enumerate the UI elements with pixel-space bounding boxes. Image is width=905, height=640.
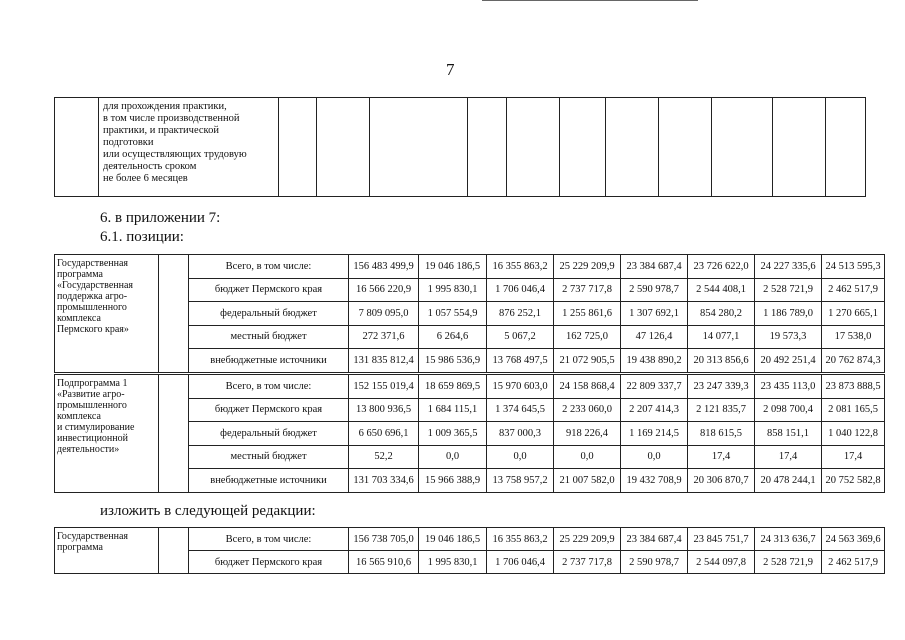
empty-cell	[159, 528, 189, 574]
amount-cell: 1 995 830,1	[419, 278, 487, 302]
amount-cell: 2 528 721,9	[755, 278, 822, 302]
amount-cell: 22 809 337,7	[621, 375, 688, 399]
amount-cell: 17,4	[688, 445, 755, 469]
amount-cell: 876 252,1	[487, 302, 554, 326]
amount-cell: 156 738 705,0	[349, 528, 419, 551]
amount-cell: 19 438 890,2	[621, 349, 688, 373]
amount-cell: 19 046 186,5	[419, 255, 487, 279]
amount-cell: 5 067,2	[487, 325, 554, 349]
amount-cell: 1 186 789,0	[755, 302, 822, 326]
cell	[55, 98, 99, 197]
table-row	[55, 255, 885, 279]
cell	[772, 98, 825, 197]
amount-cell: 0,0	[487, 445, 554, 469]
funding-source-label: Всего, в том числе:	[189, 255, 349, 279]
amount-cell: 1 307 692,1	[621, 302, 688, 326]
program-table	[54, 254, 885, 373]
amount-cell: 2 544 408,1	[688, 278, 755, 302]
amount-cell: 23 873 888,5	[822, 375, 885, 399]
program-name: Государственная программа	[55, 528, 159, 574]
program-name: Государственная программа «Государственная поддержка агро- промышленного комплекса Пермского края»	[55, 255, 159, 373]
amount-cell: 20 752 582,8	[822, 469, 885, 493]
amount-cell: 131 835 812,4	[349, 349, 419, 373]
amount-cell: 13 768 497,5	[487, 349, 554, 373]
cell	[559, 98, 605, 197]
amount-cell: 25 229 209,9	[554, 528, 621, 551]
amount-cell: 20 492 251,4	[755, 349, 822, 373]
cell	[825, 98, 865, 197]
amount-cell: 2 081 165,5	[822, 398, 885, 422]
amount-cell: 0,0	[621, 445, 688, 469]
amount-cell: 2 121 835,7	[688, 398, 755, 422]
amount-cell: 21 007 582,0	[554, 469, 621, 493]
cell	[711, 98, 772, 197]
amount-cell: 2 207 414,3	[621, 398, 688, 422]
funding-source-label: федеральный бюджет	[189, 302, 349, 326]
amount-cell: 858 151,1	[755, 422, 822, 446]
amount-cell: 16 355 863,2	[487, 255, 554, 279]
amount-cell: 19 046 186,5	[419, 528, 487, 551]
cell	[605, 98, 658, 197]
funding-source-label: бюджет Пермского края	[189, 398, 349, 422]
amount-cell: 20 306 870,7	[688, 469, 755, 493]
amount-cell: 1 374 645,5	[487, 398, 554, 422]
amount-cell: 13 800 936,5	[349, 398, 419, 422]
previous-table-fragment	[54, 97, 866, 197]
cell	[317, 98, 370, 197]
empty-cell	[159, 255, 189, 373]
funding-source-label: бюджет Пермского края	[189, 278, 349, 302]
amount-cell: 854 280,2	[688, 302, 755, 326]
amount-cell: 14 077,1	[688, 325, 755, 349]
amount-cell: 18 659 869,5	[419, 375, 487, 399]
amount-cell: 918 226,4	[554, 422, 621, 446]
amount-cell: 1 995 830,1	[419, 551, 487, 574]
amount-cell: 17 538,0	[822, 325, 885, 349]
new-program-table	[54, 527, 885, 574]
section-6-1-heading: 6.1. позиции:	[100, 229, 184, 245]
funding-source-label: местный бюджет	[189, 325, 349, 349]
amount-cell: 2 462 517,9	[822, 278, 885, 302]
amount-cell: 23 384 687,4	[621, 528, 688, 551]
cell	[658, 98, 711, 197]
amount-cell: 15 966 388,9	[419, 469, 487, 493]
amount-cell: 47 126,4	[621, 325, 688, 349]
amount-cell: 837 000,3	[487, 422, 554, 446]
amount-cell: 16 355 863,2	[487, 528, 554, 551]
amount-cell: 1 255 861,6	[554, 302, 621, 326]
table-row	[55, 375, 885, 399]
funding-source-label: Всего, в том числе:	[189, 528, 349, 551]
amount-cell: 17,4	[822, 445, 885, 469]
amount-cell: 1 270 665,1	[822, 302, 885, 326]
amount-cell: 2 590 978,7	[621, 551, 688, 574]
amount-cell: 1 684 115,1	[419, 398, 487, 422]
replace-heading: изложить в следующей редакции:	[100, 503, 316, 519]
amount-cell: 272 371,6	[349, 325, 419, 349]
amount-cell: 23 845 751,7	[688, 528, 755, 551]
table-row	[55, 528, 885, 551]
amount-cell: 2 590 978,7	[621, 278, 688, 302]
amount-cell: 1 057 554,9	[419, 302, 487, 326]
amount-cell: 6 650 696,1	[349, 422, 419, 446]
amount-cell: 25 229 209,9	[554, 255, 621, 279]
amount-cell: 15 970 603,0	[487, 375, 554, 399]
amount-cell: 15 986 536,9	[419, 349, 487, 373]
amount-cell: 24 313 636,7	[755, 528, 822, 551]
amount-cell: 1 009 365,5	[419, 422, 487, 446]
amount-cell: 7 809 095,0	[349, 302, 419, 326]
amount-cell: 20 313 856,6	[688, 349, 755, 373]
program-name: Подпрограмма 1 «Развитие агро- промышленного комплекса и стимулирование инвестиционной деятельности»	[55, 375, 159, 493]
funding-source-label: местный бюджет	[189, 445, 349, 469]
amount-cell: 17,4	[755, 445, 822, 469]
amount-cell: 24 513 595,3	[822, 255, 885, 279]
amount-cell: 13 758 957,2	[487, 469, 554, 493]
amount-cell: 152 155 019,4	[349, 375, 419, 399]
top-rule	[482, 0, 698, 1]
amount-cell: 2 544 097,8	[688, 551, 755, 574]
amount-cell: 2 233 060,0	[554, 398, 621, 422]
funding-source-label: Всего, в том числе:	[189, 375, 349, 399]
amount-cell: 1 040 122,8	[822, 422, 885, 446]
amount-cell: 2 737 717,8	[554, 278, 621, 302]
funding-source-label: бюджет Пермского края	[189, 551, 349, 574]
amount-cell: 23 435 113,0	[755, 375, 822, 399]
funding-source-label: федеральный бюджет	[189, 422, 349, 446]
amount-cell: 2 098 700,4	[755, 398, 822, 422]
amount-cell: 23 247 339,3	[688, 375, 755, 399]
amount-cell: 162 725,0	[554, 325, 621, 349]
fragment-text: для прохождения практики, в том числе производственной практики, и практической подготовки или осуществляющих трудовую деятельность сроком не более 6 месяцев	[99, 98, 279, 197]
section-6-heading: 6. в приложении 7:	[100, 210, 221, 226]
amount-cell: 2 737 717,8	[554, 551, 621, 574]
cell	[468, 98, 506, 197]
amount-cell: 6 264,6	[419, 325, 487, 349]
cell	[279, 98, 317, 197]
cell	[370, 98, 468, 197]
amount-cell: 19 573,3	[755, 325, 822, 349]
amount-cell: 1 706 046,4	[487, 278, 554, 302]
amount-cell: 23 726 622,0	[688, 255, 755, 279]
amount-cell: 1 169 214,5	[621, 422, 688, 446]
amount-cell: 16 566 220,9	[349, 278, 419, 302]
amount-cell: 2 528 721,9	[755, 551, 822, 574]
amount-cell: 1 706 046,4	[487, 551, 554, 574]
empty-cell	[159, 375, 189, 493]
amount-cell: 24 227 335,6	[755, 255, 822, 279]
funding-source-label: внебюджетные источники	[189, 349, 349, 373]
subprogram-table	[54, 374, 885, 493]
amount-cell: 23 384 687,4	[621, 255, 688, 279]
amount-cell: 21 072 905,5	[554, 349, 621, 373]
amount-cell: 20 762 874,3	[822, 349, 885, 373]
amount-cell: 24 158 868,4	[554, 375, 621, 399]
funding-source-label: внебюджетные источники	[189, 469, 349, 493]
cell	[506, 98, 559, 197]
amount-cell: 24 563 369,6	[822, 528, 885, 551]
amount-cell: 16 565 910,6	[349, 551, 419, 574]
amount-cell: 131 703 334,6	[349, 469, 419, 493]
amount-cell: 19 432 708,9	[621, 469, 688, 493]
amount-cell: 818 615,5	[688, 422, 755, 446]
amount-cell: 2 462 517,9	[822, 551, 885, 574]
amount-cell: 20 478 244,1	[755, 469, 822, 493]
page-number: 7	[446, 60, 455, 79]
amount-cell: 52,2	[349, 445, 419, 469]
amount-cell: 0,0	[554, 445, 621, 469]
amount-cell: 0,0	[419, 445, 487, 469]
amount-cell: 156 483 499,9	[349, 255, 419, 279]
